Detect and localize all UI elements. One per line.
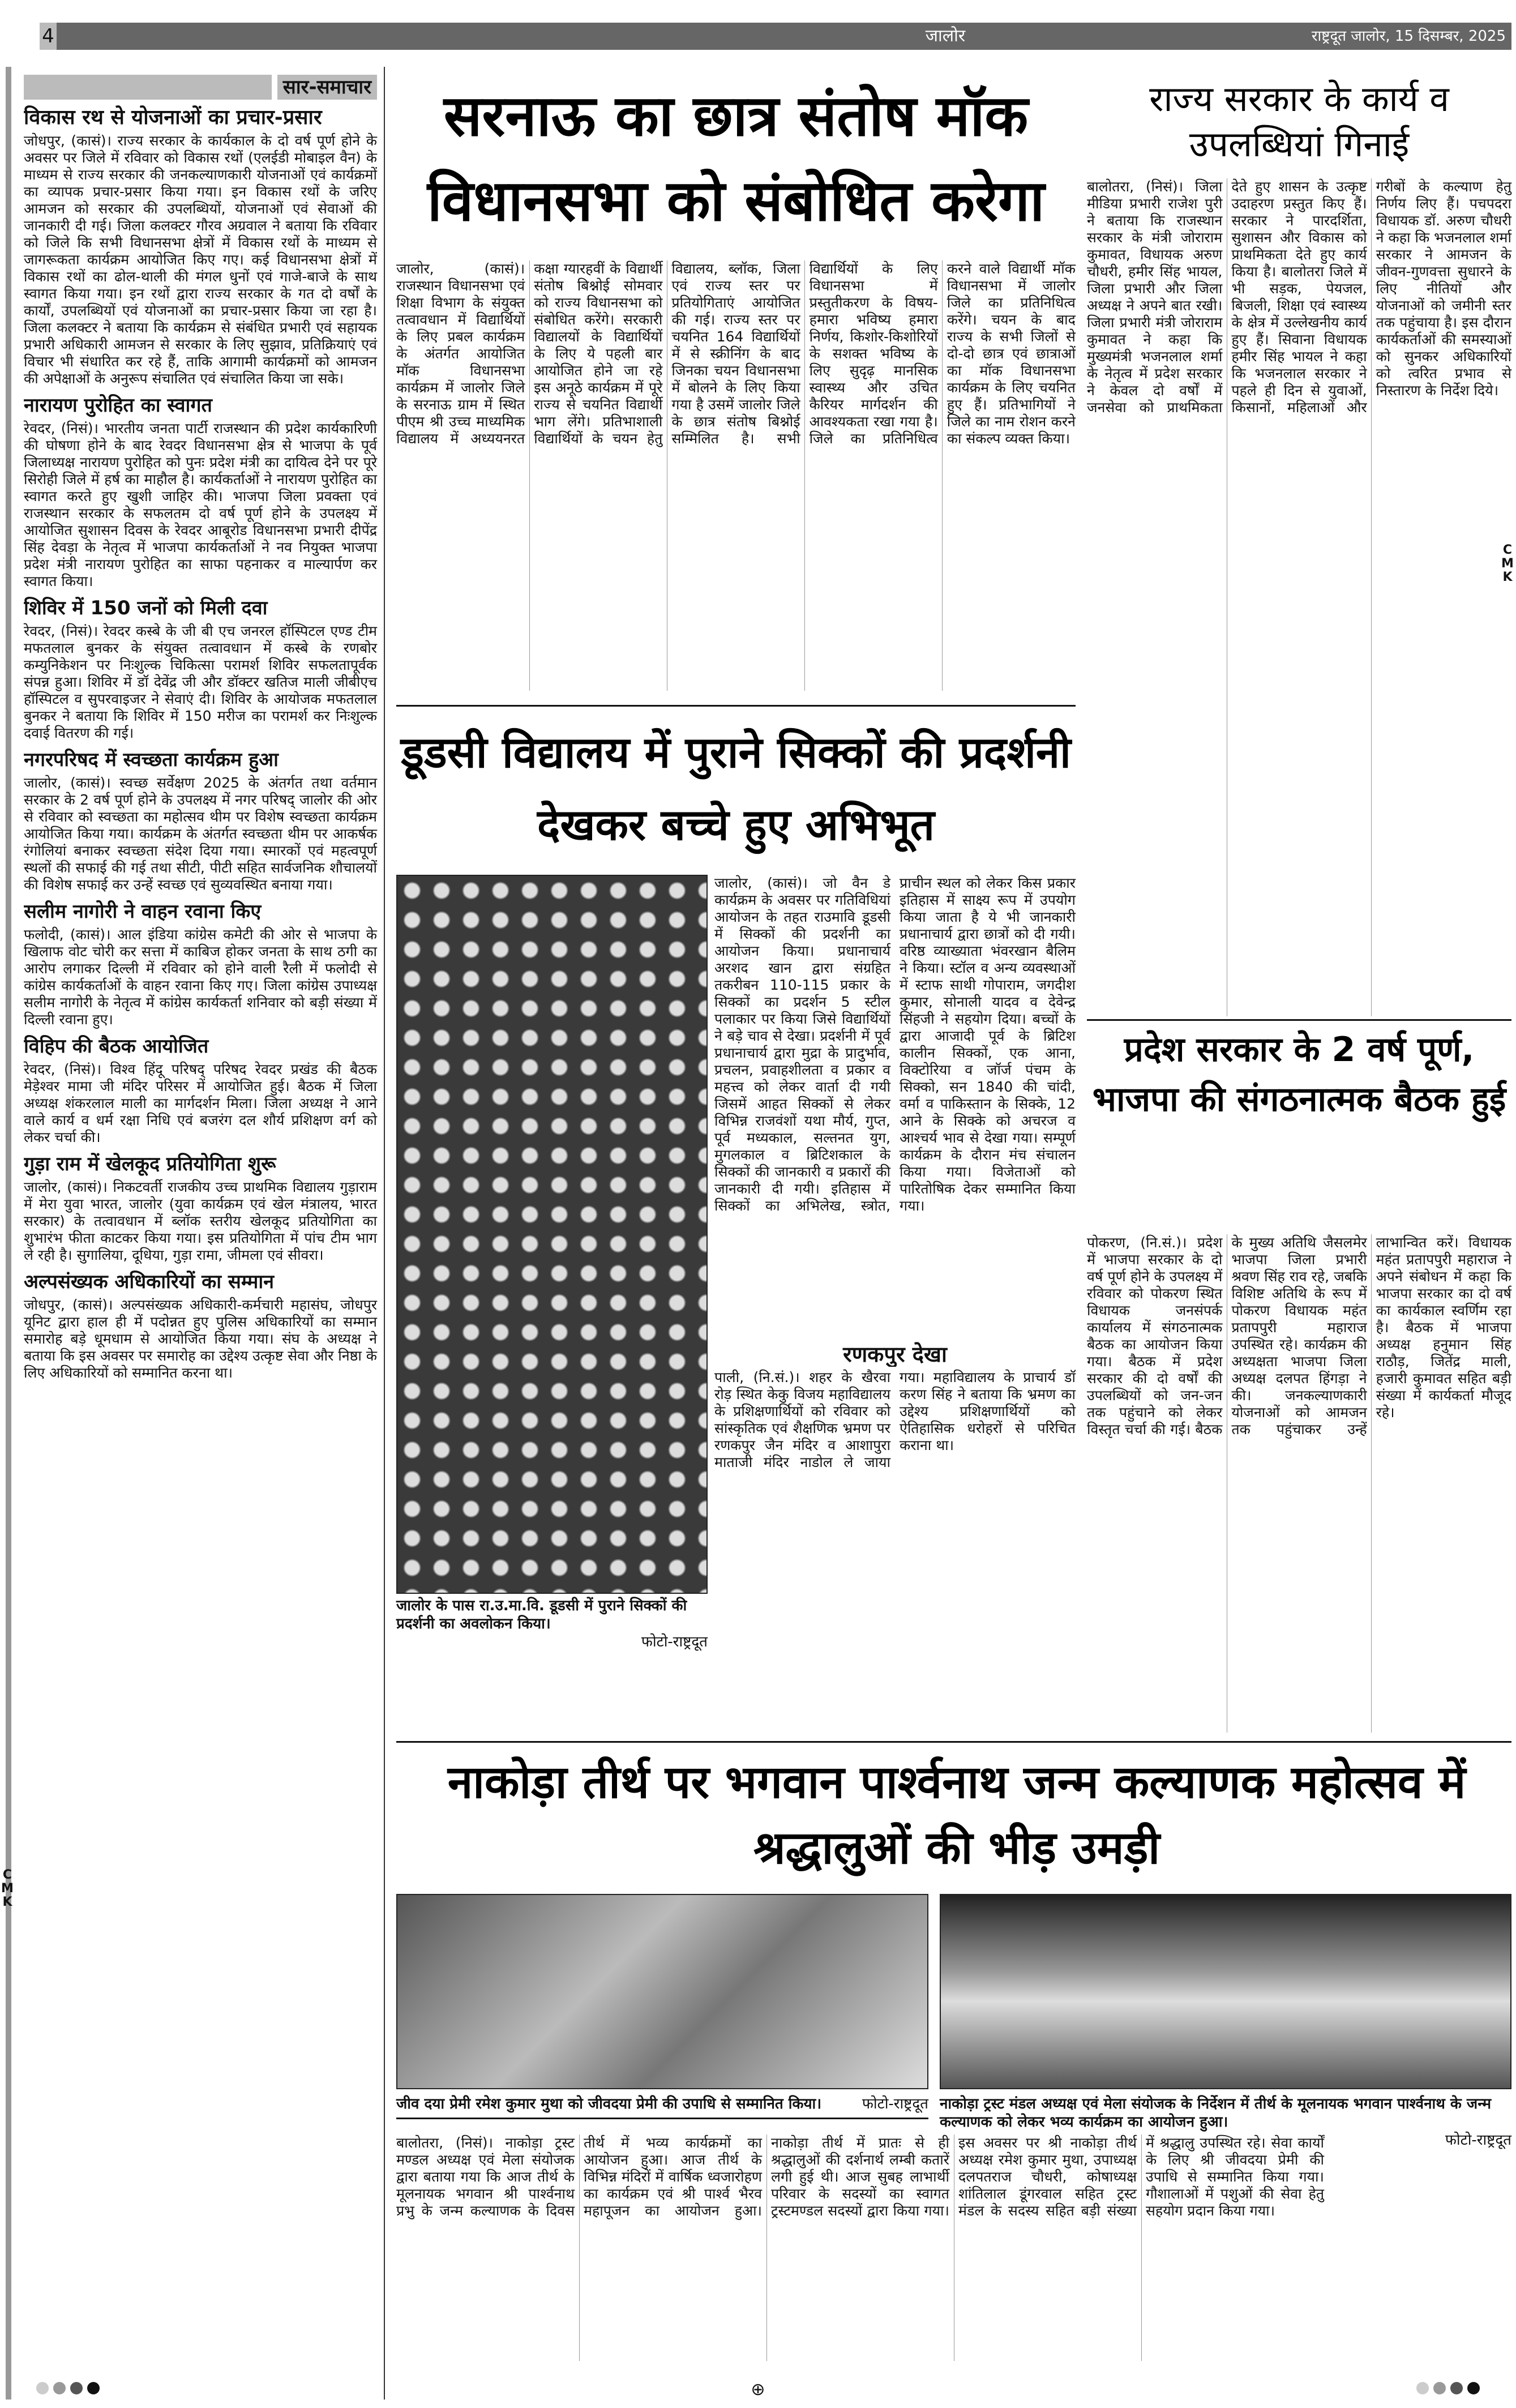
- photo-credit: फोटो-राष्ट्रदूत: [1445, 2132, 1511, 2149]
- brief-text: जालोर, (कासं)। निकटवर्ती राजकीय उच्च प्राथमिक विद्यालय गुड़ाराम में मेरा युवा भारत, जालोर (युवा कार्यक्रम एवं खेल मंत्रालय, भारत सरकार) के तत्वावधान में ब्लॉक स्तरीय खेलकूद प्रतियोगिता का शुभारंभ फीता काटकर किया गया। इस प्रतियोगिता में पांच टीम भाग ले रही है। सुगालिया, दूधिया, गुड़ा रामा, जीमला एवं सीवरा।: [24, 1179, 377, 1263]
- brief-headline: गुड़ा राम में खेलकूद प्रतियोगिता शुरू: [24, 1153, 276, 1175]
- page-number: 4: [40, 23, 57, 50]
- cmk-mark-icon: C M K: [1501, 543, 1514, 584]
- coins-exhibition-photo: [396, 875, 708, 1594]
- ranakpur-subhead: रणकपुर देखा: [843, 1342, 947, 1367]
- felicitation-photo: [396, 1894, 928, 2089]
- brief-headline: अल्पसंख्यक अधिकारियों का सम्मान: [24, 1271, 275, 1293]
- color-dots-icon: [1414, 2382, 1482, 2397]
- brief-text: जोधपुर, (कासं)। राज्य सरकार के कार्यकाल के दो वर्ष पूर्ण होने के अवसर पर जिले में रविवार को विकास रथों (एलईडी मोबाइल वैन) के माध्यम से राज्य सरकार की जनकल्याणकारी योजनाओं एवं कार्यक्रमों का व्यापक प्रचार-प्रसार किया गया। इन विकास रथों के जरिए आमजन को सरकार की उपलब्धियों, योजनाओं एवं सेवाओं की जानकारी दी गई। जिला कलक्टर गौरव अग्रवाल ने बताया कि रविवार को जिले कि सभी विधानसभा क्षेत्रों में विकास रथों के माध्यम से जागरूकता कार्यक्रम आयोजित किए गए। कई विधानसभा क्षेत्रों में विकास रथों का ढोल-थाली की मंगल धुनों एवं गाजे-बाजे के साथ स्वागत किया गया। इन रथों द्वारा राज्य सरकार के गत दो वर्षों के कार्यों, उपलब्धियों एवं योजनाओं का प्रचार-प्रसार किया जा रहा है। जिला कलक्टर ने बताया कि कार्यक्रम से संबंधित प्रभारी एवं सहायक प्रभारी अधिकारी आमजन से सरकार के लिए सुझाव, प्रतिक्रियाएं एवं विचार भी संधारित कर रहे हैं, ताकि आगामी कार्यक्रमों को आमजन की अपेक्षाओं के अनुरूप संचालित एवं संचालित किया जा सके।: [24, 132, 377, 387]
- lead-story-text: जालोर, (कासं)। राजस्थान विधानसभा एवं शिक्षा विभाग के संयुक्त तत्वावधान में विद्यार्थियों के लिए प्रबल कार्यक्रम के अंतर्गत आयोजित मॉक विधानसभा कार्यक्रम में जालोर जिले के सरनाऊ ग्राम में स्थित पीएम श्री उच्च माध्यमिक विद्यालय में अध्ययनरत कक्षा ग्यारहवीं के विद्यार्थी संतोष बिश्नोई सोमवार को राज्य विधानसभा को संबोधित करेंगे। सरकारी विद्यालयों के विद्यार्थियों के लिए ये पहली बार आयोजित होने जा रहे इस अनूठे कार्यक्रम में पूरे राज्य से चयनित विद्यार्थी भाग लेंगे। प्रतिभाशाली विद्यार्थियों के चयन हेतु विद्यालय, ब्लॉक, जिला एवं राज्य स्तर पर प्रतियोगिताएं आयोजित की गई। राज्य स्तर पर चयनित 164 विद्यार्थियों में से स्क्रीनिंग के बाद जिनका चयन विधानसभा में बोलने के लिए किया गया है उसमें जालोर जिले के छात्र संतोष बिश्नोई सम्मिलित है। सभी विद्यार्थियों के लिए विधानसभा में प्रस्तुतीकरण के विषय- हमारा भविष्य हमारा निर्णय, किशोर-किशोरियों के सशक्त भविष्य के लिए सुदृढ़ मानसिक स्वास्थ्य और उचित कैरियर मार्गदर्शन की आवश्यकता रखा गया है। जिले का प्रतिनिधित्व करने वाले विद्यार्थी मॉक विधानसभा में जालोर जिले का प्रतिनिधित्व करेंगे। चयन के बाद राज्य के सभी जिलों से दो-दो छात्र एवं छात्राओं का मॉक विधानसभा कार्यक्रम के लिए चयनित हुए हैं। प्रतिभागियों ने जिले का नाम रोशन करने का संकल्प व्यक्त किया।: [396, 260, 1076, 447]
- brief-text: रेवदर, (निसं)। भारतीय जनता पार्टी राजस्थान की प्रदेश कार्यकारिणी की घोषणा होने के बाद रेवदर विधानसभा क्षेत्र से भाजपा के पूर्व जिलाध्यक्ष नारायण पुरोहित को पुनः प्रदेश मंत्री का दायित्व देने पर पूरे सिरोही जिले में हर्ष का माहौल है। कार्यकर्ताओं ने नारायण पुरोहित का स्वागत करते हुए खुशी जाहिर की। भाजपा जिला प्रवक्ता एवं राजस्थान सरकार के सफलतम दो वर्ष पूर्ण होने के उपलक्ष्य में आयोजित सुशासन दिवस के रेवदर आबूरोड विधानसभा प्रभारी दीपेंद्र सिंह देवड़ा के नेतृत्व में भाजपा कार्यकर्ताओं ने नव नियुक्त भाजपा प्रदेश मंत्री नारायण पुरोहित का साफा पहनाकर व माल्यार्पण कर स्वागत किया।: [24, 420, 377, 589]
- temple-photo: [940, 1894, 1511, 2089]
- caption-text: नाकोड़ा ट्रस्ट मंडल अध्यक्ष एवं मेला संयोजक के निर्देशन में तीर्थ के मूलनायक भगवान पार्श्वनाथ के जन्म कल्याणक को लेकर भव्य कार्यक्रम का आयोजन हुआ।: [940, 2095, 1492, 2131]
- brief-text: रेवदर, (निसं)। विश्व हिंदू परिषद् परिषद रेवदर प्रखंड की बैठक मेड़ेश्वर मामा जी मंदिर परिसर में आयोजित हुई। बैठक में जिला अध्यक्ष शंकरलाल माली का मार्गदर्शन मिला। जिला अध्यक्ष ने आने वाले कार्य व धर्म रक्षा निधि एवं बजरंग दल शौर्य प्रशिक्षण वर्ग को लेकर चर्चा की।: [24, 1061, 377, 1145]
- color-dots-icon: [34, 2382, 102, 2397]
- registration-mark-icon: ⊕: [751, 2379, 765, 2400]
- section-tag-label: सार-समाचार: [277, 75, 377, 100]
- brief-headline: शिविर में 150 जनों को मिली दवा: [24, 597, 268, 619]
- section-tag: [24, 75, 377, 100]
- brief-headline: विहिप की बैठक आयोजित: [24, 1035, 209, 1058]
- brief-text: जोधपुर, (कासं)। अल्पसंख्यक अधिकारी-कर्मचारी महासंघ, जोधपुर यूनिट द्वारा हाल ही में पदोन्नत हुए पुलिस अधिकारियों का सम्मान समारोह बड़े धूमधाम से आयोजित किया गया। संघ के अध्यक्ष ने बताया कि इस अवसर पर समारोह का उद्देश्य उत्कृष्ट सेवा और निष्ठा के लिए अधिकारियों को सम्मानित करना था।: [24, 1297, 377, 1381]
- brief-headline: विकास रथ से योजनाओं का प्रचार-प्रसार: [24, 106, 322, 129]
- dateline: राष्ट्रदूत जालोर, 15 दिसम्बर, 2025: [1311, 28, 1506, 45]
- brief-headline: सलीम नागोरी ने वाहन रवाना किए: [24, 900, 262, 923]
- section-name: जालोर: [925, 26, 966, 46]
- lead-headline: सरनाऊ का छात्र संतोष मॉक विधानसभा को संबोधित करेगा: [427, 83, 1045, 234]
- divider: [396, 1741, 1511, 1743]
- coins-story-text: जालोर, (कासं)। जो वैन डे कार्यक्रम के अवसर पर गतिविधियां आयोजन के तहत राउमावि डूडसी में सिक्कों की प्रदर्शनी का आयोजन किया। प्रधानाचार्य अरशद खान द्वारा संग्रहित तकरीबन 110-115 प्रकार के सिक्कों का प्रदर्शन 5 स्टील पलाकार पर किया जिसे विद्यार्थियों ने बड़े चाव से देखा। प्रदर्शनी में पूर्व प्रधानाचार्य द्वारा मुद्रा के प्रादुर्भाव, प्रचलन, प्रवाहशीलता व प्रकार व महत्त्व को लेकर वार्ता दी गयी जिसमें आहत सिक्कों से लेकर विभिन्न राजवंशों यथा मौर्य, गुप्त, पूर्व मध्यकाल, सल्तनत युग, मुगलकाल व ब्रिटिशकाल के सिक्कों की जानकारी व प्रकारों की जानकारी दी गयी। इतिहास में सिक्कों का अभिलेख, स्त्रोत, प्राचीन स्थल को लेकर किस प्रकार इतिहास में साक्ष्य रूप में उपयोग किया जाता है ये भी जानकारी प्रधानाचार्य द्वारा छात्रों को दी गयी। वरिष्ठ व्याख्याता भंवरखान बैलिम ने किया। स्टॉल व अन्य व्यवस्थाओं में स्टाफ साथी गोपाराम, जगदीश कुमार, सोनाली यादव व देवेन्द्र सिंहजी ने सहयोग दिया। बच्चों के द्वारा आजादी पूर्व के ब्रिटिश कालीन सिक्कों, एक आना, विक्टोरिया व जॉर्ज पंचम के सिक्को, सन 1840 की चांदी, वर्मा व पाकिस्तान के सिक्के, 12 आने के सिक्के को अचरज व आश्चर्य भाव से देखा गया। सम्पूर्ण कार्यक्रम के दौरान मंच संचालन किया गया। विजेताओं को पारितोषिक देकर सम्मानित किया गया।: [714, 875, 1076, 1214]
- cmk-mark-icon: C M K: [1, 1868, 14, 1909]
- photo-credit: फोटो-राष्ट्रदूत: [641, 1633, 708, 1650]
- print-registration-marks: [0, 2378, 1516, 2401]
- coins-headline: डूडसी विद्यालय में पुराने सिक्कों की प्रदर्शनी देखकर बच्चे हुए अभिभूत: [401, 727, 1071, 850]
- divider: [1087, 1019, 1511, 1021]
- right-headline: राज्य सरकार के कार्य व उपलब्धियां गिनाई: [1149, 78, 1449, 165]
- brief-text: फलोदी, (कासं)। आल इंडिया कांग्रेस कमेटी की ओर से भाजपा के खिलाफ वोट चोरी कर सत्ता में काबिज होकर जनता के साथ ठगी का आरोप लगाकर दिल्ली में रविवार को होने वाली रैली में फलोदी से कांग्रेस कार्यकर्ताओं के वाहन रवाना किए गए। जिला कांग्रेस उपाध्यक्ष सलीम नागोरी के नेतृत्व में कांग्रेस कार्यकर्ता शनिवार को बड़ी संख्या में दिल्ली रवाना हुए।: [24, 926, 377, 1028]
- divider: [396, 705, 1076, 707]
- bjp-story-text: पोकरण, (नि.सं.)। प्रदेश में भाजपा सरकार के दो वर्ष पूर्ण होने के उपलक्ष्य में रविवार को पोकरण स्थित विधायक जनसंपर्क कार्यालय में संगठनात्मक बैठक का आयोजन किया गया। बैठक में प्रदेश सरकार की दो वर्षों की उपलब्धियों को जन-जन तक पहुंचाने को लेकर विस्तृत चर्चा की गई। बैठक के मुख्य अतिथि जैसलमेर भाजपा जिला प्रभारी श्रवण सिंह राव रहे, जबकि विशिष्ट अतिथि के रूप में पोकरण विधायक महंत प्रतापपुरी महाराज उपस्थित रहे। कार्यक्रम की अध्यक्षता भाजपा जिला अध्यक्ष दलपत हिंगड़ा ने की। जनकल्याणकारी योजनाओं को आमजन तक पहुंचाकर उन्हें लाभान्वित करें। विधायक महंत प्रतापपुरी महाराज ने अपने संबोधन में कहा कि भाजपा सरकार का दो वर्ष का कार्यकाल स्वर्णिम रहा है। बैठक में भाजपा अध्यक्ष हनुमान सिंह राठौड़, जितेंद्र माली, हजारी कुमावत सहित बड़ी संख्या में कार्यकर्ता मौजूद रहे।: [1087, 1234, 1511, 1438]
- right-story-text: बालोतरा, (निसं)। जिला मीडिया प्रभारी राजेश पुरी ने बताया कि राजस्थान सरकार के मंत्री जोराराम कुमावत, विधायक अरुण चौधरी, हमीर सिंह भायल, जिला प्रभारी और जिला अध्यक्ष ने अपने बात रखी। जिला प्रभारी मंत्री जोराराम कुमावत ने कहा कि मुख्यमंत्री भजनलाल शर्मा के नेतृत्व में प्रदेश सरकार ने केवल दो वर्षों में जनसेवा को प्राथमिकता देते हुए शासन के उत्कृष्ट उदाहरण प्रस्तुत किए हैं। सरकार ने पारदर्शिता, सुशासन और विकास को प्राथमिकता देते हुए कार्य किया है। बालोतरा जिले में भी सड़क, पेयजल, बिजली, शिक्षा एवं स्वास्थ्य के क्षेत्र में उल्लेखनीय कार्य हुए हैं। सिवाना विधायक हमीर सिंह भायल ने कहा कि भजनलाल सरकार ने पहले ही दिन से युवाओं, किसानों, महिलाओं और गरीबों के कल्याण हेतु निर्णय लिए हैं। पचपदरा विधायक डॉ. अरुण चौधरी ने कहा कि भजनलाल शर्मा सरकार ने आमजन के जीवन-गुणवत्ता सुधारने के लिए नीतियों और योजनाओं को जमीनी स्तर तक पहुंचाया है। इस दौरान कार्यकर्ताओं की समस्याओं को सुनकर अधिकारियों को त्वरित प्रभाव से निस्तारण के निर्देश दिये।: [1087, 178, 1511, 416]
- bjp-headline: प्रदेश सरकार के 2 वर्ष पूर्ण, भाजपा की संगठनात्मक बैठक हुई: [1092, 1030, 1506, 1119]
- brief-text: जालोर, (कासं)। स्वच्छ सर्वेक्षण 2025 के अंतर्गत तथा वर्तमान सरकार के 2 वर्ष पूर्ण होने के उपलक्ष्य में नगर परिषद् जालोर की ओर से रविवार को स्वच्छता का महोत्सव थीम पर विशेष स्वच्छता कार्यक्रम आयोजित किया गया। कार्यक्रम के अंतर्गत स्वच्छता थीम पर आकर्षक रंगोलियां बनाकर स्वच्छता संदेश दिया गया। स्मारकों एवं महत्वपूर्ण स्थलों की सफाई की गई तथा सीटी, पीटी सहित सार्वजनिक शौचालयों की विशेष सफाई कर उन्हें स्वच्छ एवं सुव्यवस्थित बनाया गया।: [24, 775, 377, 893]
- brief-text: रेवदर, (निसं)। रेवदर कस्बे के जी बी एच जनरल हॉस्पिटल एण्ड टीम मफतलाल बुनकर के संयुक्त तत्वावधान में कस्बे के रणबोर कम्युनिकेशन पर निःशुल्क चिकित्सा परामर्श शिविर सफलतापूर्वक संपन्न हुआ। शिविर में डॉ देवेंद्र जी और डॉक्टर खतिज माली जीबीएच हॉस्पिटल व सुपरवाइजर ने सेवाएं दी। शिविर के आयोजक मफतलाल बुनकर ने बताया कि शिविर में 150 मरीज का परामर्श कर निःशुल्क दवाई वितरण की गई।: [24, 623, 377, 741]
- ranakpur-story: [714, 1336, 1076, 1653]
- coins-photo-caption: [396, 1597, 708, 1651]
- brief-headline: नारायण पुरोहित का स्वागत: [24, 394, 212, 417]
- news-brief-column: [6, 67, 385, 2400]
- page-header-bar: [40, 23, 1511, 50]
- ranakpur-text: पाली, (नि.सं.)। शहर के खैरवा रोड़ स्थित केकु विजय महाविद्यालय के प्रशिक्षणार्थियों को रविवार को सांस्कृतिक एवं शैक्षणिक भ्रमण पर रणकपुर जैन मंदिर व आशापुरा माताजी मंदिर नाडोल ले जाया गया। महाविद्यालय के प्राचार्य डॉ करण सिंह ने बताया कि भ्रमण का उद्देश्य प्रशिक्षणार्थियों को ऐतिहासिक धरोहरों से परिचित कराना था।: [714, 1369, 1076, 1470]
- caption-text: जीव दया प्रेमी रमेश कुमार मुथा को जीवदया प्रेमी की उपाधि से सम्मानित किया।: [396, 2095, 822, 2112]
- photo-credit: फोटो-राष्ट्रदूत: [862, 2095, 928, 2112]
- divider: [396, 2118, 928, 2119]
- nakoda-headline: नाकोड़ा तीर्थ पर भगवान पार्श्वनाथ जन्म कल्याणक महोत्सव में श्रद्धालुओं की भीड़ उमड़ी: [447, 1756, 1466, 1874]
- brief-headline: नगरपरिषद में स्वच्छता कार्यक्रम हुआ: [24, 749, 279, 771]
- nakoda-story-text: बालोतरा, (निसं)। नाकोड़ा ट्रस्ट मण्डल अध्यक्ष एवं मेला संयोजक द्वारा बताया गया कि आज तीर्थ के मूलनायक भगवान श्री पार्श्वनाथ प्रभु के जन्म कल्याणक के दिवस तीर्थ में भव्य कार्यक्रमों का आयोजन हुआ। आज तीर्थ के विभिन्न मंदिरों में वार्षिक ध्वजारोहण का कार्यक्रम एवं श्री पार्श्व भैरव महापूजन का आयोजन हुआ। नाकोड़ा तीर्थ में प्रातः से ही श्रद्धालुओं की दर्शनार्थ लम्बी कतारें लगी हुई थी। आज सुबह लाभार्थी परिवार के सदस्यों का स्वागत ट्रस्टमण्डल सदस्यों द्वारा किया गया। इस अवसर पर श्री नाकोड़ा तीर्थ अध्यक्ष रमेश कुमार मुथा, उपाध्यक्ष दलपतराज चौधरी, कोषाध्यक्ष शांतिलाल डूंगरवाल सहित ट्रस्ट मंडल के सदस्य सहित बड़ी संख्या में श्रद्धालु उपस्थित रहे। सेवा कार्यों के लिए श्री जीवदया प्रेमी की उपाधि से सम्मानित किया गया। गौशालाओं में पशुओं की सेवा हेतु सहयोग प्रदान किया गया।: [396, 2135, 1324, 2219]
- felicitation-caption: [396, 2095, 928, 2113]
- caption-text: जालोर के पास रा.उ.मा.वि. डूडसी में पुराने सिक्कों की प्रदर्शनी का अवलोकन किया।: [396, 1597, 687, 1632]
